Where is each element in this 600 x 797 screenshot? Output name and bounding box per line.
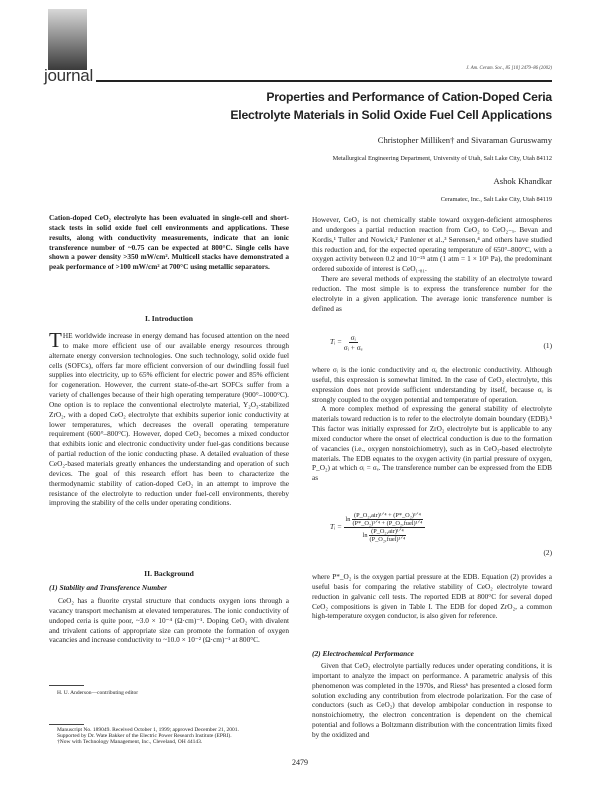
author-names: Ashok Khandkar xyxy=(493,176,552,186)
title-line: Properties and Performance of Cation-Doped Ceria xyxy=(266,90,552,104)
eq2-inner-numerator: (P_O₂,air)¹ᐟ⁴ + (P*_O₂)¹ᐟ⁴ xyxy=(354,512,421,519)
author-affiliation: Ceramatec, Inc., Salt Lake City, Utah 84119 xyxy=(440,196,552,203)
affiliation-note: †Now with Technology Management, Inc., Cleveland, OH 44143. xyxy=(57,739,203,746)
eq2-lower-numerator: (P_O₂,air)¹ᐟ⁴ xyxy=(371,528,404,535)
author-affiliation: Metallurgical Engineering Department, University of Utah, Salt Lake City, Utah 84112 xyxy=(332,155,552,162)
eq1-numerator: σᵢ xyxy=(350,333,356,342)
right-column-middle xyxy=(312,365,552,483)
eq2-inner-fraction xyxy=(352,512,423,527)
background-heading: II. Background xyxy=(144,569,194,578)
electrochemical-body xyxy=(312,661,552,740)
paragraph: where P*_O₂ is the oxygen partial pressure at the EDB. Equation (2) provides a useful basis for comparing the relative stability of CeO₂ electrolyte toward reduction in galvanic cell tests. The reported EDB at 800°C for several doped CeO₂ compositions is given in Table I. The EDB for doped ZrO₂, a common high-temperature oxygen conductor, is also given for reference. xyxy=(312,572,552,621)
eq2-label: (2) xyxy=(543,548,552,557)
intro-text: HE worldwide increase in energy demand has focused attention on the need to make more efficient use of our available energy resources through alternate energy conversion technologies. One such technology, solid oxide fuel cells (SOFCs), offers far more efficient conversion of our dwindling fossil fuel supplies into electricity, up to 65% efficient for electric power and 85% efficient for cogeneration. However, the current state-of-the-art SOFCs suffer from a variety of challenges because of their high operating temperature (900°–1000°C). One option is to replace the conventional electrolyte material, Y₂O₃-stabilized ZrO₂, with a doped CeO₂ electrolyte that exhibits superior ionic conductivity at lower temperatures, which decreases the overall operating temperature requirement (600°–800°C). However, doped CeO₂ becomes a mixed conductor that exhibits ionic and electronic conductivity under fuel-gas conditions because of partial reduction of the ionic conducting phase. A detailed evaluation of these CeO₂-based materials greatly enhances the understanding and operation of such devices. The goal of this research effort has been to characterize the thermodynamic stability of cation-doped CeO₂ in an attempt to improve the resistance of the electrolyte to reduction under fuel-cell environments, thereby improving the stability of the cells under operating conditions. xyxy=(49,331,289,508)
right-column-top xyxy=(312,215,552,313)
manuscript-note: Manuscript No. 189049. Received October 1, 1999; approved December 21, 2001. xyxy=(57,727,239,733)
eq2-fraction xyxy=(344,512,425,543)
subsection-heading-stability: (1) Stability and Transference Number xyxy=(49,583,167,592)
paragraph: There are several methods of expressing the stability of an electrolyte toward reduction. The most simple is to express the transference number for the electrolyte in a given application. The average ionic transference number is defined as xyxy=(312,274,552,313)
eq1-denominator: σᵢ + σₑ xyxy=(343,343,363,352)
footnote-rule xyxy=(49,685,84,686)
intro-heading: I. Introduction xyxy=(145,314,193,323)
eq2-denominator xyxy=(363,528,406,543)
equation-2 xyxy=(312,512,552,557)
header-rule xyxy=(96,80,552,82)
paragraph: where σᵢ is the ionic conductivity and σₑ the electronic conductivity. Although useful, this expression is somewhat limited. In the case of CeO₂ electrolyte, this expression does not provide sufficient understanding by itself, because σₑ is strongly coupled to the oxygen potential and temperature of operation. xyxy=(312,365,552,404)
title-line: Electrolyte Materials in Solid Oxide Fuel Cell Applications xyxy=(230,107,552,122)
eq2-lhs: Tᵢ = xyxy=(330,521,342,531)
ln-operator: ln xyxy=(345,515,351,523)
citation: J. Am. Ceram. Soc., 85 [10] 2479–86 (2002) xyxy=(466,66,552,71)
editor-note: H. U. Anderson—contributing editor xyxy=(57,690,139,696)
drop-cap: T xyxy=(49,328,62,352)
page-number: 2479 xyxy=(292,758,308,767)
ln-operator: ln xyxy=(362,531,368,539)
eq2-numerator xyxy=(344,512,425,528)
author-names: Christopher Milliken† and Sivaraman Guruswamy xyxy=(377,135,552,145)
eq1-fraction xyxy=(344,333,363,352)
footnotes xyxy=(57,727,289,746)
journal-logo-text: journal xyxy=(44,66,93,85)
intro-body xyxy=(49,328,289,508)
journal-logo-block xyxy=(48,9,87,70)
paragraph: However, CeO₂ is not chemically stable toward oxygen-deficient atmospheres and undergoes a partial reduction reaction from CeO₂ to CeO₂₋ₓ. Bevan and Kordis,¹ Tuller and Nowick,² Panlener et al.,³ Sørensen,⁴ and others have studied this reduction and, for the expected operating temperature of 650°–800°C, with a oxygen activity between 0.2 and 10⁻²⁵ atm (1 atm = 1 × 10⁵ Pa), the predominant ordered suboxide of interest is CeO₁.₈₁. xyxy=(312,215,552,274)
stability-body xyxy=(49,596,289,645)
paper-title xyxy=(230,89,552,124)
eq2-inner-denominator: (P*_O₂)¹ᐟ⁴ + (P_O₂,fuel)¹ᐟ⁴ xyxy=(352,520,423,527)
right-column-lower xyxy=(312,572,552,621)
paragraph: CeO₂ has a fluorite crystal structure that conducts oxygen ions through a vacancy transport mechanism at elevated temperatures. The ionic conductivity of undoped ceria is quite poor, ~3.0 × 10⁻⁴ (Ω·cm)⁻¹. Doping CeO₂ with divalent and trivalent cations of appropriate size can promote the formation of oxygen vacancies and increase conductivity to ~10.0 × 10⁻² (Ω·cm)⁻¹ at 800°C. xyxy=(49,596,289,645)
eq2-lower-denominator: (P_O₂,fuel)¹ᐟ⁴ xyxy=(369,536,406,543)
eq2-lower-fraction xyxy=(369,528,406,543)
eq1-lhs: Tᵢ = xyxy=(330,337,342,347)
equation-1 xyxy=(312,333,552,352)
paragraph: A more complex method of expressing the general stability of electrolyte materials toward reduction is to refer to the electrolyte domain boundary (EDB).⁵ This factor was initially expressed for ZrO₂ electrolyte but is applicable to any mixed conductor where the onset of electrical conduction is due to the formation of vacancies (i.e., oxygen nonstoichiometry), such as in CeO₂-based electrolyte materials. The EDB equates to the oxygen activity (in partial pressure of oxygen, P_O₂) at which σᵢ = σₑ. The transference number can be expressed from the EDB as xyxy=(312,404,552,483)
eq1-label: (1) xyxy=(543,341,552,350)
subsection-heading-electrochemical: (2) Electrochemical Performance xyxy=(312,649,414,658)
support-note: Supported by Dr. Wate Bakker of the Electric Power Research Institute (EPRI). xyxy=(57,733,232,740)
abstract: Cation-doped CeO₂ electrolyte has been evaluated in single-cell and short-stack tests in solid oxide fuel cell environments and applications. These results, along with conductivity measurements, indicate that an ionic transference number of ~0.75 can be expected at 800°C. Single cells have shown a power density >350 mW/cm². Multicell stacks have demonstrated a peak performance of >100 mW/cm² at 700°C using metallic separators. xyxy=(49,213,289,272)
paragraph: Given that CeO₂ electrolyte partially reduces under operating conditions, it is important to analyze the impact on performance. A parametric analysis of this phenomenon was completed in the 1970s, and Riess⁶ has presented a closed form solution excluding any contribution from electrode polarization. For the case of conductors (such as CeO₂) that develop ambipolar conduction in response to nonstoichiometry, the electron concentration is dependent on the chemical potential and follows a Boltzmann distribution with the concentration limits fixed by the oxidized and xyxy=(312,661,552,739)
footnote-rule xyxy=(49,724,84,725)
